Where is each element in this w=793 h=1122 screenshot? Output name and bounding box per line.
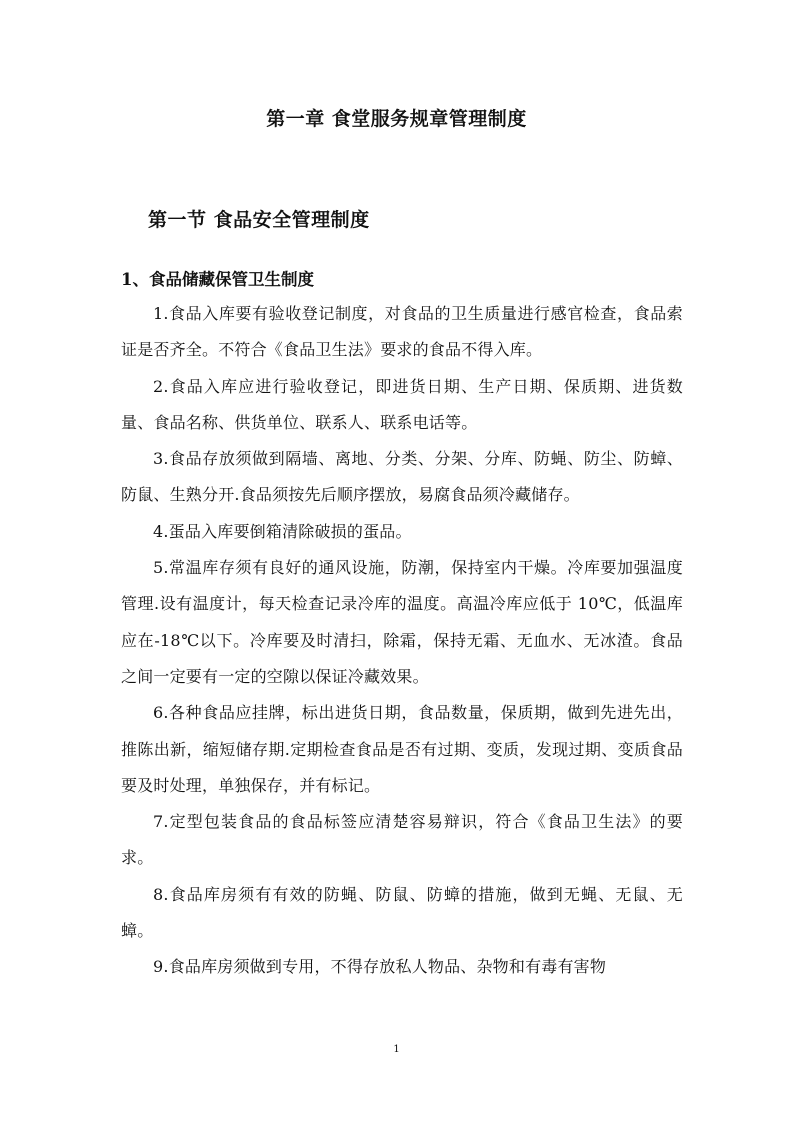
paragraph-4: 4.蛋品入库要倒箱清除破损的蛋品。 xyxy=(153,521,412,541)
paragraph-6: 6.各种食品应挂牌，标出进货日期，食品数量，保质期，做到先进先出，推陈出新，缩短储存期.定期检查食品是否有过期、变质，发现过期、变质食品要及时处理，单独保存，并有标记。 xyxy=(121,703,683,795)
paragraph-1: 1.食品入库要有验收登记制度，对食品的卫生质量进行感官检查，食品索证是否齐全。不符合《食品卫生法》要求的食品不得入库。 xyxy=(121,304,683,360)
section-title: 第一节 食品安全管理制度 xyxy=(148,209,370,231)
paragraph-5: 5.常温库存须有良好的通风设施，防潮，保持室内干燥。冷库要加强温度管理.设有温度计，每天检查记录冷库的温度。高温冷库应低于 10℃，低温库应在-18℃以下。冷库要及时清扫，除霜，保持无霜、无血水、无冰渣。食品之间一定要有一定的空隙以保证冷藏效果。 xyxy=(121,558,683,686)
paragraph-8: 8.食品库房须有有效的防蝇、防鼠、防蟑的措施，做到无蝇、无鼠、无蟑。 xyxy=(121,884,683,941)
page-number: 1 xyxy=(393,1044,400,1055)
paragraph-3: 3.食品存放须做到隔墙、离地、分类、分架、分库、防蝇、防尘、防蟑、防鼠、生熟分开.食品须按先后顺序摆放，易腐食品须冷藏储存。 xyxy=(121,449,683,505)
paragraph-7: 7.定型包装食品的食品标签应清楚容易辩识，符合《食品卫生法》的要求。 xyxy=(121,812,683,868)
paragraph-9: 9.食品库房须做到专用，不得存放私人物品、杂物和有毒有害物 xyxy=(153,957,607,977)
chapter-title: 第一章 食堂服务规章管理制度 xyxy=(266,108,527,130)
body-text xyxy=(121,296,683,986)
paragraph-2: 2.食品入库应进行验收登记，即进货日期、生产日期、保质期、进货数量、食品名称、供货单位、联系人、联系电话等。 xyxy=(121,376,683,432)
subsection-title: 1、食品储藏保管卫生制度 xyxy=(121,270,314,289)
